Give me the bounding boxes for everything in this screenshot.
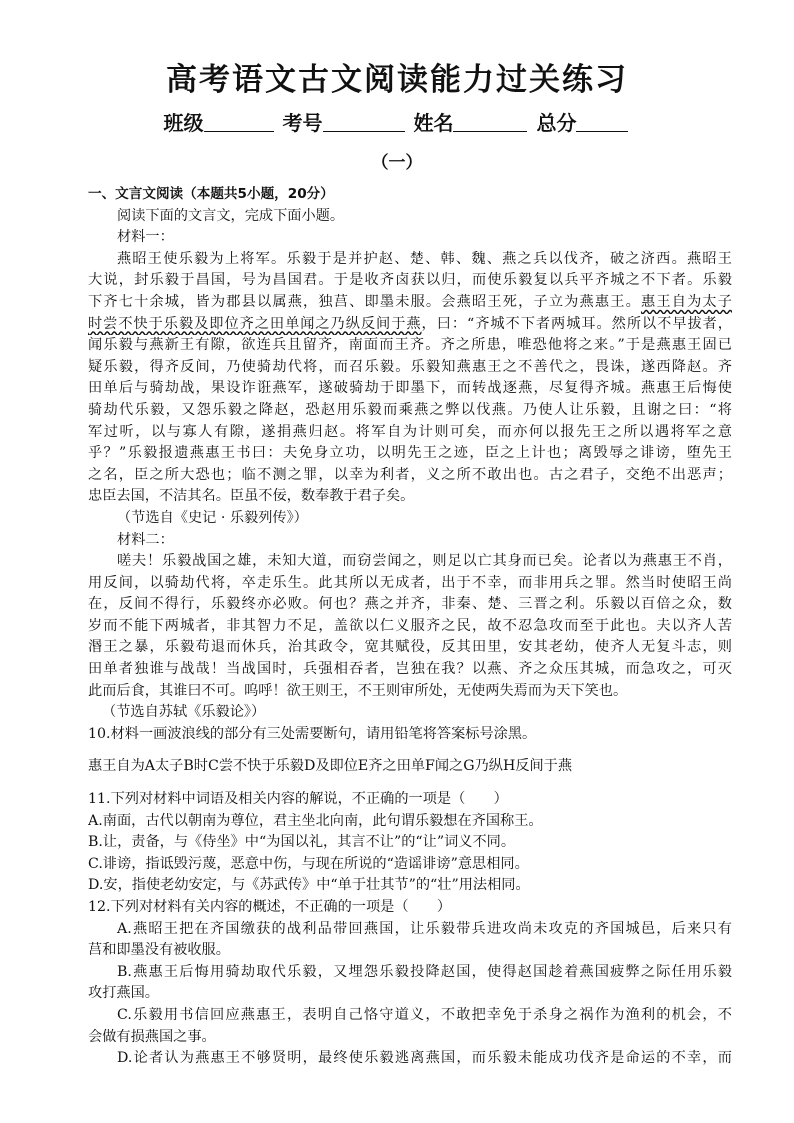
material-one-source: （节选自《史记 · 乐毅列传》） (117, 509, 308, 526)
wavy-underlined-text: 惠王自为太子 (640, 293, 732, 310)
text-line: 岁而不能下两城者，非其智力不足，盖欲以仁义服齐之民，故不忍急攻而至于此也。夫以齐人苦 (88, 617, 732, 634)
option-line: B.燕惠王后悔用骑劫取代乐毅，又埋怨乐毅投降赵国，使得赵国趁着燕国疲弊之际任用乐毅 (117, 963, 732, 980)
question-12-stem: 12.下列对材料有关内容的概述，不正确的一项是（ ） (88, 899, 452, 915)
exam-number-label: 考号 (282, 111, 323, 135)
text-span: ，曰：“齐城不下者两城耳。然所以不早拔者， (421, 315, 732, 332)
option-line: D.论者认为燕惠王不够贤明，最终使乐毅逃离燕国，而乐毅未能成功伐齐是命运的不幸，而 (117, 1050, 732, 1067)
wavy-underlined-text: 时尝不快于乐毅及即位齐之田单闻之乃纵反间于燕 (88, 315, 422, 332)
text-line (88, 314, 732, 336)
question-12-option-a[interactable] (88, 919, 732, 962)
question-11-option-c[interactable]: C.诽谤，指诋毁污蔑，恶意中伤，与现在所说的“造谣诽谤”意思相同。 (88, 855, 529, 872)
exam-number-blank[interactable] (323, 111, 405, 132)
text-line: 闻乐毅与燕新王有隙，欲连兵且留齐，南面而王齐。齐之所患，唯恐他将之来。”于是燕惠王固已 (88, 337, 732, 354)
material-two-label: 材料二： (117, 531, 174, 548)
question-12-option-c[interactable] (88, 1005, 732, 1048)
question-11-option-a[interactable]: A.南面，古代以朝南为尊位，君主坐北向南，此句谓乐毅想在齐国称王。 (88, 812, 543, 829)
text-line: 骑劫代乐毅，又怨乐毅之降赵，恐赵用乐毅而乘燕之弊以伐燕。乃使人让乐毅，且谢之曰：“将 (88, 401, 732, 418)
spacer (88, 778, 732, 789)
text-line: 田单后与骑劫战，果设诈诳燕军，遂破骑劫于即墨下，而转战逐燕，尽复得齐城。燕惠王后悔使 (88, 380, 732, 397)
part-heading: （一） (371, 153, 423, 173)
text-line: 此而后食，其谁曰不可。呜呼！欲王则王，不王则审所处，无使两失焉而为天下笑也。 (88, 682, 628, 699)
question-12-option-d[interactable] (88, 1048, 732, 1070)
option-line: 莒和即墨没有被收服。 (88, 942, 230, 959)
text-line: 大说，封乐毅于昌国，号为昌国君。于是收齐卤获以归，而使乐毅复以兵平齐城之不下者。乐毅 (88, 272, 732, 289)
text-line: 湣王之暴，乐毅苟退而休兵，治其政令，宽其赋役，反其田里，安其老幼，使齐人无复斗志，则 (88, 639, 732, 656)
material-two-text (88, 551, 732, 702)
class-blank[interactable] (204, 111, 274, 132)
section-heading: 一、文言文阅读（本题共5小题，20分） (88, 186, 334, 202)
question-10-stem: 10.材料一画波浪线的部分有三处需要断句，请用铅笔将答案标号涂黑。 (88, 725, 537, 742)
text-line: 田单者独谁与战哉！当战国时，兵强相吞者，岂独在我？以燕、齐之众压其城，而急攻之，可灭 (88, 661, 732, 678)
name-blank[interactable] (453, 111, 527, 132)
option-line: A.燕昭王把在齐国缴获的战利品带回燕国，让乐毅带兵进攻尚未攻克的齐国城邑，后来只有 (117, 920, 732, 937)
text-line: 之名，臣之所大恐也；临不测之罪，以幸为利者，义之所不敢出也。古之君子，交绝不出恶声； (88, 466, 732, 483)
name-label: 姓名 (413, 111, 454, 135)
student-info-line (0, 108, 794, 138)
text-line: 忠臣去国，不洁其名。臣虽不佞，数奉教于君子矣。 (88, 488, 415, 505)
question-12-option-b[interactable] (88, 962, 732, 1005)
material-one-label: 材料一： (117, 229, 174, 246)
text-line: 燕昭王使乐毅为上将军。乐毅于是并护赵、楚、韩、魏、燕之兵以伐齐，破之济西。燕昭王 (117, 250, 732, 267)
text-line: 在，反间不得行，乐毅终亦必败。何也？燕之并齐，非秦、楚、三晋之利。乐毅以百倍之众，数 (88, 596, 732, 613)
page-title: 高考语文古文阅读能力过关练习 (166, 62, 628, 98)
option-line: 攻打燕国。 (88, 985, 159, 1002)
text-line: 疑乐毅，得齐反间，乃使骑劫代将，而召乐毅。乐毅知燕惠王之不善代之，畏诛，遂西降赵。齐 (88, 358, 732, 375)
class-label: 班级 (163, 111, 204, 135)
total-score-label: 总分 (536, 111, 577, 135)
text-line (88, 292, 732, 314)
material-one-text (88, 249, 732, 508)
reading-instruction: 阅读下面的文言文，完成下面小题。 (117, 207, 345, 224)
text-line: 嗟夫！乐毅战国之雄，未知大道，而窃尝闻之，则足以亡其身而已矣。论者以为燕惠王不肖， (117, 553, 732, 570)
text-line: 军过听，以与寡人有隙，遂捐燕归赵。将军自为计则可矣，而亦何以报先王之所以遇将军之意 (88, 423, 732, 440)
question-11-option-d[interactable]: D.安，指使老幼安定，与《苏武传》中“单于壮其节”的“壮”用法相同。 (88, 877, 530, 894)
text-line: 用反间，以骑劫代将，卒走乐生。此其所以无成者，出于不幸，而非用兵之罪。然当时使昭王尚 (88, 574, 732, 591)
document-body (88, 184, 732, 1070)
question-11-stem: 11.下列对材料中词语及相关内容的解说，不正确的一项是（ ） (88, 791, 508, 808)
option-line: C.乐毅用书信回应燕惠王，表明自己恪守道义，不敢把幸免于杀身之祸作为渔利的机会，不 (117, 1006, 732, 1023)
option-line: 会做有损燕国之事。 (88, 1028, 216, 1045)
text-line: 乎？”乐毅报遗燕惠王书曰：夫免身立功，以明先王之迹，臣之上计也；离毁辱之诽谤，堕先王 (88, 445, 732, 462)
text-span: 下齐七十余城，皆为郡县以属燕，独莒、即墨未服。会燕昭王死，子立为燕惠王。 (88, 293, 641, 310)
question-10-options[interactable]: 惠王自为A太子B时C尝不快于乐毅D及即位E齐之田单F闻之G乃纵H反间于燕 (88, 758, 573, 775)
material-two-source: （节选自苏轼《乐毅论》） (102, 704, 266, 721)
question-11-option-b[interactable]: B.让，责备，与《侍坐》中“为国以礼，其言不让”的“让”词义不同。 (88, 834, 516, 851)
total-score-blank[interactable] (576, 111, 628, 132)
spacer (88, 745, 732, 756)
